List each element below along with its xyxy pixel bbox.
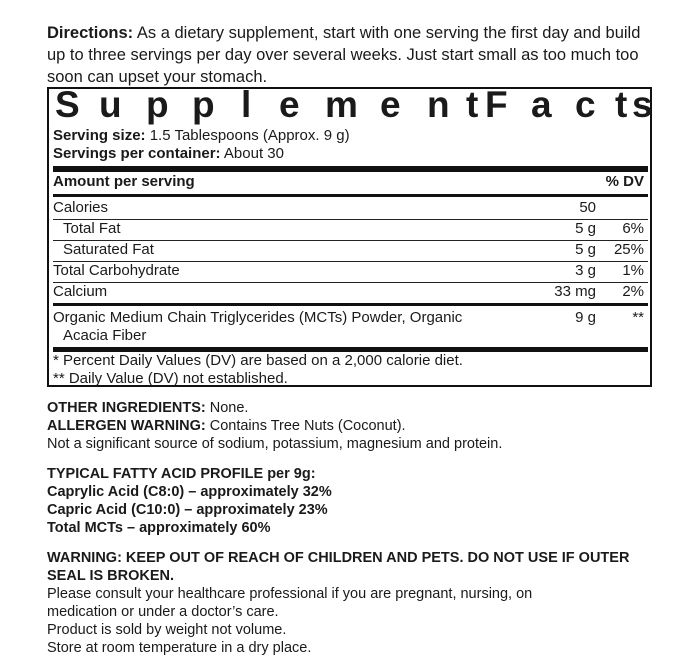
serving-size-value: 1.5 Tablespoons (Approx. 9 g) [149, 127, 350, 144]
directions-label: Directions: [47, 24, 134, 42]
storage-instructions: Store at room temperature in a dry place. [47, 640, 312, 656]
header-row [53, 172, 648, 192]
nutrient-amount: 5 g [575, 241, 596, 258]
nutrient-amount: 50 [579, 199, 596, 216]
nutrient-dv: 2% [622, 283, 644, 300]
not-significant-source: Not a significant source of sodium, potassium, magnesium and protein. [47, 436, 503, 452]
nutrient-amount: 33 mg [554, 283, 596, 300]
directions-paragraph [47, 22, 657, 88]
nutrient-dv: 1% [622, 262, 644, 279]
title-letter: a [531, 84, 552, 125]
fatty-acid-capric: Capric Acid (C10:0) – approximately 23% [47, 502, 328, 518]
fatty-acid-total-mcts: Total MCTs – approximately 60% [47, 520, 271, 536]
title-letter: m [325, 84, 358, 125]
mct-name-line1: Organic Medium Chain Triglycerides (MCTs) Powder, Organic [53, 309, 463, 326]
nutrient-dv: 25% [613, 241, 644, 258]
nutrient-row [53, 240, 648, 260]
warning-consult-line2: medication or under a doctor’s care. [47, 604, 279, 620]
title-letter: F [485, 84, 508, 125]
title-letter: u [99, 84, 122, 125]
servings-per-container-label: Servings per container: [53, 145, 221, 162]
servings-per-container-value: About 30 [223, 145, 284, 162]
warning-consult-line1: Please consult your healthcare professional if you are pregnant, nursing, on [47, 586, 533, 602]
sold-by-weight: Product is sold by weight not volume. [47, 622, 287, 638]
title-letter: t [466, 84, 479, 125]
title-letter: p [146, 84, 169, 125]
section-divider [53, 303, 648, 306]
serving-size-line [53, 127, 648, 145]
header-divider [53, 194, 648, 197]
fatty-acid-title: TYPICAL FATTY ACID PROFILE per 9g: [47, 466, 316, 482]
footnote-dv: * Percent Daily Values (DV) are based on a 2,000 calorie diet. [53, 352, 463, 369]
allergen-warning-line [47, 417, 667, 435]
allergen-warning-label: ALLERGEN WARNING: [47, 418, 206, 434]
nutrient-name: Saturated Fat [63, 241, 154, 258]
title-letter: e [380, 84, 401, 125]
mct-amount: 9 g [575, 309, 596, 326]
nutrient-amount: 5 g [575, 220, 596, 237]
supplement-facts-title [55, 84, 653, 125]
title-letter: e [279, 84, 300, 125]
mct-name-line2: Acacia Fiber [63, 327, 147, 344]
title-letter: p [192, 84, 215, 125]
nutrient-row [53, 219, 648, 239]
title-letter: s [632, 84, 653, 125]
mct-dv: ** [632, 309, 644, 326]
footnote-not-established: ** Daily Value (DV) not established. [53, 370, 288, 387]
directions-text: As a dietary supplement, start with one serving the first day and build up to three servings per day over several weeks. Just start small as too much too soon can upset your stomach. [47, 24, 641, 86]
other-ingredients-text: None. [209, 400, 249, 416]
warning-title-line1: WARNING: KEEP OUT OF REACH OF CHILDREN AND PETS. DO NOT USE IF OUTER [47, 550, 630, 566]
nutrient-row [53, 198, 648, 218]
title-letter: t [615, 84, 628, 125]
mct-row [53, 309, 648, 347]
nutrient-amount: 3 g [575, 262, 596, 279]
servings-per-container-line [53, 145, 648, 163]
nutrient-row [53, 261, 648, 281]
nutrient-dv: 6% [622, 220, 644, 237]
allergen-warning-text: Contains Tree Nuts (Coconut). [209, 418, 406, 434]
title-letter: c [575, 84, 596, 125]
other-ingredients-label: OTHER INGREDIENTS: [47, 400, 206, 416]
nutrient-name: Calories [53, 199, 109, 216]
title-letter: S [55, 84, 80, 125]
serving-size-label: Serving size: [53, 127, 146, 144]
other-ingredients-line [47, 399, 667, 417]
fatty-acid-caprylic: Caprylic Acid (C8:0) – approximately 32% [47, 484, 332, 500]
supplement-facts-panel [47, 84, 653, 387]
dv-header: % DV [605, 173, 644, 190]
amount-per-serving-header: Amount per serving [53, 173, 195, 190]
nutrient-name: Total Carbohydrate [53, 262, 180, 279]
warning-title-line2: SEAL IS BROKEN. [47, 568, 175, 584]
title-letter: n [427, 84, 450, 125]
mct-name [53, 309, 462, 345]
title-letter: l [241, 84, 252, 125]
nutrient-row [53, 282, 648, 302]
nutrient-name: Calcium [53, 283, 108, 300]
nutrient-name: Total Fat [63, 220, 121, 237]
